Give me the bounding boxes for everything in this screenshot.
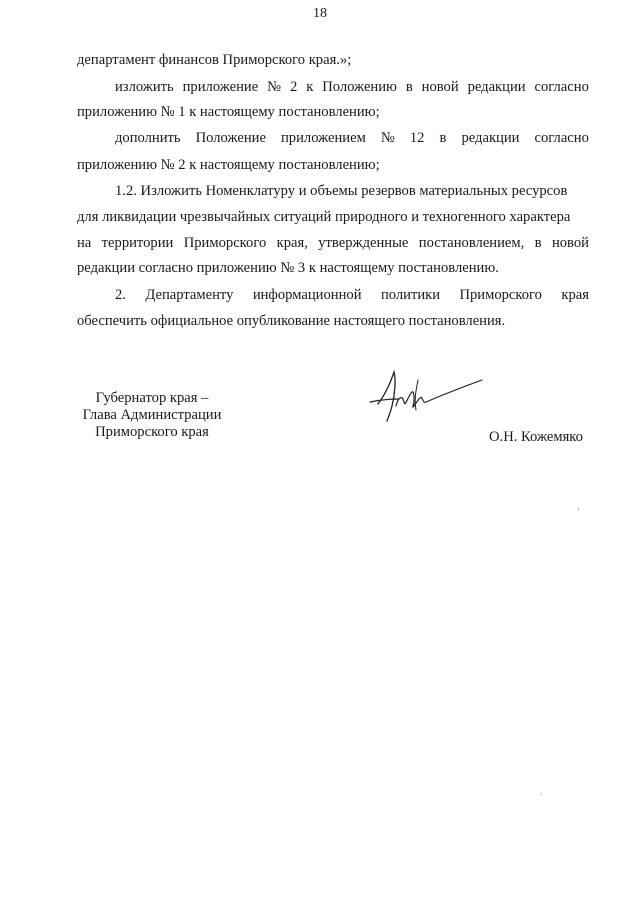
paragraph-line-justified: [115, 286, 589, 304]
paragraph-word: №: [380, 130, 395, 146]
paragraph-word: в: [534, 235, 542, 251]
paragraph-line-justified: [115, 78, 589, 96]
paragraph-word: в: [405, 79, 413, 95]
paragraph-word: 12: [409, 130, 425, 146]
paragraph-word: постановлением,: [418, 235, 525, 251]
paragraph-line-justified: [77, 234, 589, 252]
paragraph-word: Департаменту: [145, 287, 234, 303]
paragraph-word: к: [306, 79, 314, 95]
page-number: 18: [313, 6, 327, 21]
paragraph-word: в: [439, 130, 447, 146]
paragraph-line: обеспечить официальное опубликование настоящего постановления.: [77, 313, 506, 329]
paragraph-word: приложением: [281, 130, 366, 146]
paragraph-word: Приморского: [459, 287, 542, 303]
paragraph-line: приложению № 2 к настоящему постановлению;: [77, 157, 380, 173]
paragraph-line-justified: [115, 129, 589, 147]
scan-speck: [541, 793, 542, 795]
paragraph-word: №: [267, 79, 282, 95]
paragraph-word: края: [561, 287, 589, 303]
paragraph-word: новой: [551, 235, 589, 251]
paragraph-word: 2: [289, 79, 298, 95]
handwritten-signature: [360, 366, 500, 426]
paragraph-line: редакции согласно приложению № 3 к настоящему постановлению.: [77, 260, 499, 276]
paragraph-word: Приморского: [183, 235, 267, 251]
scan-speck: [578, 508, 579, 510]
signatory-title-line: Губернатор края –: [95, 390, 209, 406]
paragraph-word: приложение: [182, 79, 259, 95]
paragraph-line: 1.2. Изложить Номенклатуру и объемы резервов материальных ресурсов: [115, 183, 568, 199]
paragraph-word: утвержденные: [318, 235, 409, 251]
paragraph-word: политики: [380, 287, 441, 303]
paragraph-line: департамент финансов Приморского края.»;: [77, 52, 352, 68]
paragraph-word: дополнить: [115, 130, 181, 146]
signatory-title: [72, 390, 232, 441]
paragraph-word: края,: [276, 235, 308, 251]
paragraph-word: информационной: [252, 287, 362, 303]
signatory-title-line: Приморского края: [95, 424, 209, 440]
paragraph-word: согласно: [534, 79, 589, 95]
signer-name: О.Н. Кожемяко: [489, 429, 583, 445]
paragraph-word: согласно: [534, 130, 589, 146]
paragraph-word: редакции: [467, 79, 526, 95]
paragraph-word: Положение: [195, 130, 266, 146]
paragraph-word: новой: [421, 79, 459, 95]
paragraph-word: изложить: [115, 79, 174, 95]
paragraph-word: Положению: [322, 79, 397, 95]
paragraph-word: территории: [101, 235, 174, 251]
paragraph-word: на: [77, 235, 92, 251]
signatory-title-line: Глава Администрации: [82, 407, 222, 423]
paragraph-word: редакции: [461, 130, 520, 146]
paragraph-word: 2.: [115, 287, 126, 303]
paragraph-line: для ликвидации чрезвычайных ситуаций природного и техногенного характера: [77, 209, 571, 225]
paragraph-line: приложению № 1 к настоящему постановлению;: [77, 104, 380, 120]
